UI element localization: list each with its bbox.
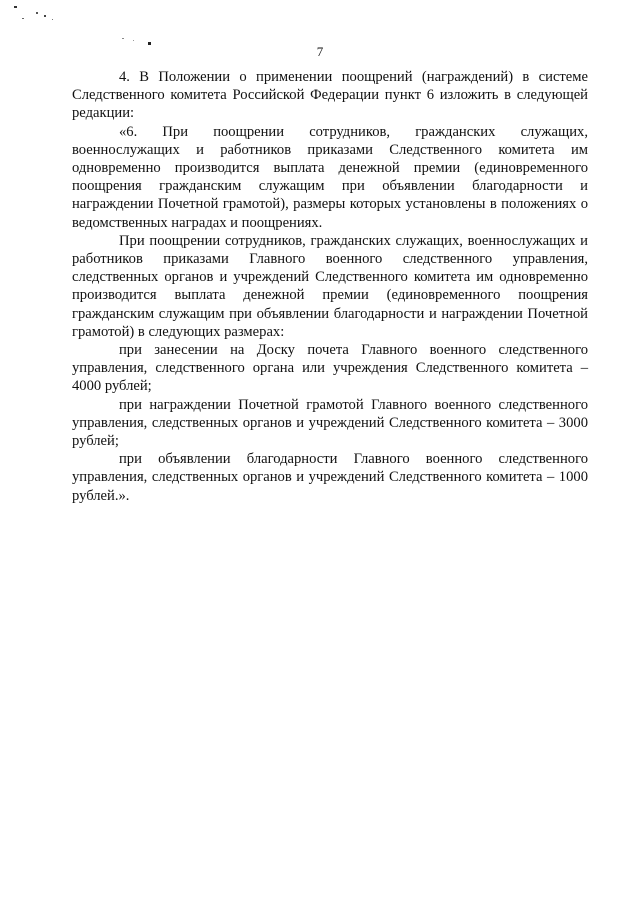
paragraph-point-6-first: «6. При поощрении сотрудников, гражданских служащих, военнослужащих и работников приказами Следственного комитета им одновременно производится выплата денежной премии (единовременного поощрения гражданским служащим при объявлении благодарности и награждении Почетной грамотой), размеры которых установлены в положениях о ведомственных наградах и поощрениях. [72, 123, 588, 231]
paragraph-point-6-second: При поощрении сотрудников, гражданских служащих, военнослужащих и работников приказами Главного военного следственного управления, следственных органов и учреждений Следственного комитета им одновременно производится выплата денежной премии (единовременного поощрения гражданским служащим при объявлении благодарности и награждении Почетной грамотой) в следующих размерах: [72, 232, 588, 340]
paragraph-size-honor-board: при занесении на Доску почета Главного военного следственного управления, следственного органа или учреждения Следственного комитета – 4000 рублей; [72, 342, 588, 395]
document-body [72, 68, 588, 505]
paragraph-item-4: 4. В Положении о применении поощрений (награждений) в системе Следственного комитета Российской Федерации пункт 6 изложить в следующей редакции: [72, 69, 588, 122]
page-number: 7 [316, 44, 324, 59]
paragraph-size-gratitude: при объявлении благодарности Главного военного следственного управления, следственных органов и учреждений Следственного комитета – 1000 рублей.». [72, 451, 588, 504]
paragraph-size-certificate: при награждении Почетной грамотой Главного военного следственного управления, следственных органов и учреждений Следственного комитета – 3000 рублей; [72, 396, 588, 450]
